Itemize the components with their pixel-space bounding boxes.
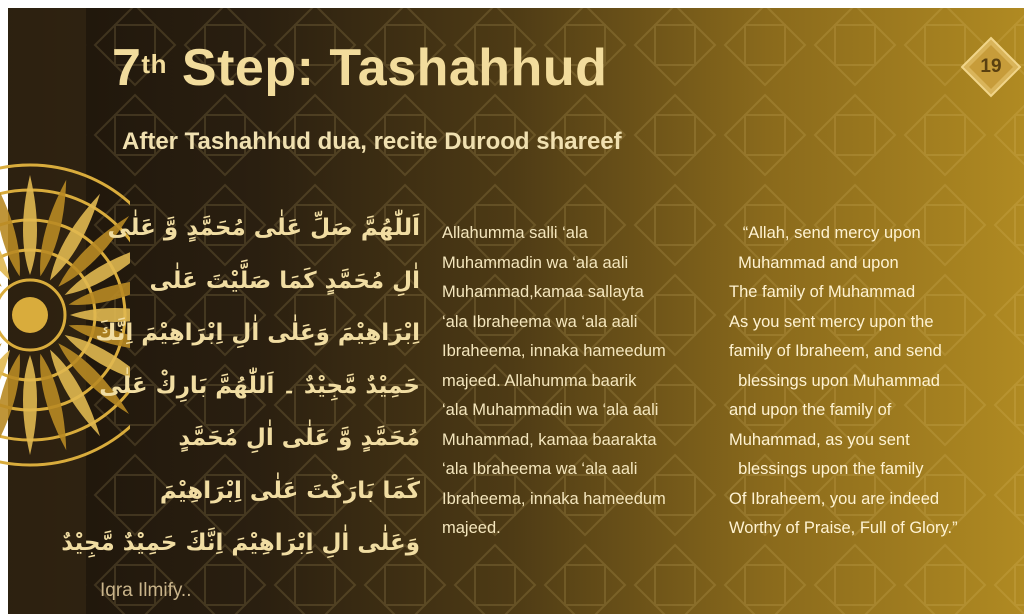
arabic-line: وَعَلٰى اٰلِ اِبْرَاهِيْمَ اِنَّكَ حَمِيْدٌ مَّجِيْدٌ [61, 530, 420, 556]
translation-line: The family of Muhammad [729, 283, 916, 301]
translation-line: and upon the family of [729, 401, 892, 419]
subtitle: After Tashahhud dua, recite Durood shareef [122, 128, 622, 155]
transliteration-line: Muhammad, kamaa baarakta [442, 430, 657, 449]
translation-line: Muhammad and upon [729, 253, 899, 272]
arabic-line: حَمِيْدٌ مَّجِيْدٌ ۔ اَللّٰهُمَّ بَارِكْ عَلٰى [99, 372, 420, 399]
translation-line: blessings upon the family [729, 460, 924, 478]
transliteration-text [442, 219, 732, 544]
page-number: 19 [980, 56, 1002, 77]
transliteration-line: Ibraheema, innaka hameedum [442, 342, 666, 360]
page-title [112, 36, 607, 100]
translation-line: “Allah, send mercy upon [729, 224, 921, 242]
translation-text [729, 219, 1019, 544]
arabic-line: كَمَا بَارَكْتَ عَلٰى اِبْرَاهِيْمَ [159, 477, 420, 504]
transliteration-line: ‘ala Muhammadin wa ‘ala aali [442, 401, 659, 419]
transliteration-line: ‘ala Ibraheema wa ‘ala aali [442, 460, 638, 478]
transliteration-line: Muhammadin wa ‘ala aali [442, 253, 629, 272]
translation-line: As you sent mercy upon the [729, 312, 934, 331]
translation-line: Of Ibraheem, you are indeed [729, 489, 940, 508]
arabic-line: اٰلِ مُحَمَّدٍ كَمَا صَلَّيْتَ عَلٰى [149, 267, 420, 294]
step-title: Step: Tashahhud [181, 39, 608, 97]
transliteration-line: Ibraheema, innaka hameedum [442, 489, 666, 508]
arabic-line: اِبْرَاهِيْمَ وَعَلٰى اٰلِ اِبْرَاهِيْمَ اِنَّكَ [95, 320, 420, 346]
step-number-suffix: th [141, 49, 167, 79]
transliteration-line: Muhammad,kamaa sallayta [442, 283, 644, 301]
translation-line: family of Ibraheem, and send [729, 342, 942, 360]
credit-watermark: Iqra Ilmify.. [100, 580, 192, 601]
translation-line: blessings upon Muhammad [729, 371, 940, 390]
arabic-line: مُحَمَّدٍ وَّ عَلٰى اٰلِ مُحَمَّدٍ [178, 425, 420, 451]
step-number: 7 [112, 39, 142, 97]
transliteration-line: Allahumma salli ‘ala [442, 224, 588, 242]
translation-line: Worthy of Praise, Full of Glory.” [729, 519, 958, 537]
transliteration-line: ‘ala Ibraheema wa ‘ala aali [442, 312, 638, 331]
transliteration-line: majeed. [442, 519, 501, 537]
transliteration-line: majeed. Allahumma baarik [442, 371, 637, 390]
arabic-line: اَللّٰهُمَّ صَلِّ عَلٰى مُحَمَّدٍ وَّ عَلٰى [107, 215, 420, 241]
arabic-text [61, 202, 420, 570]
translation-line: Muhammad, as you sent [729, 430, 910, 449]
